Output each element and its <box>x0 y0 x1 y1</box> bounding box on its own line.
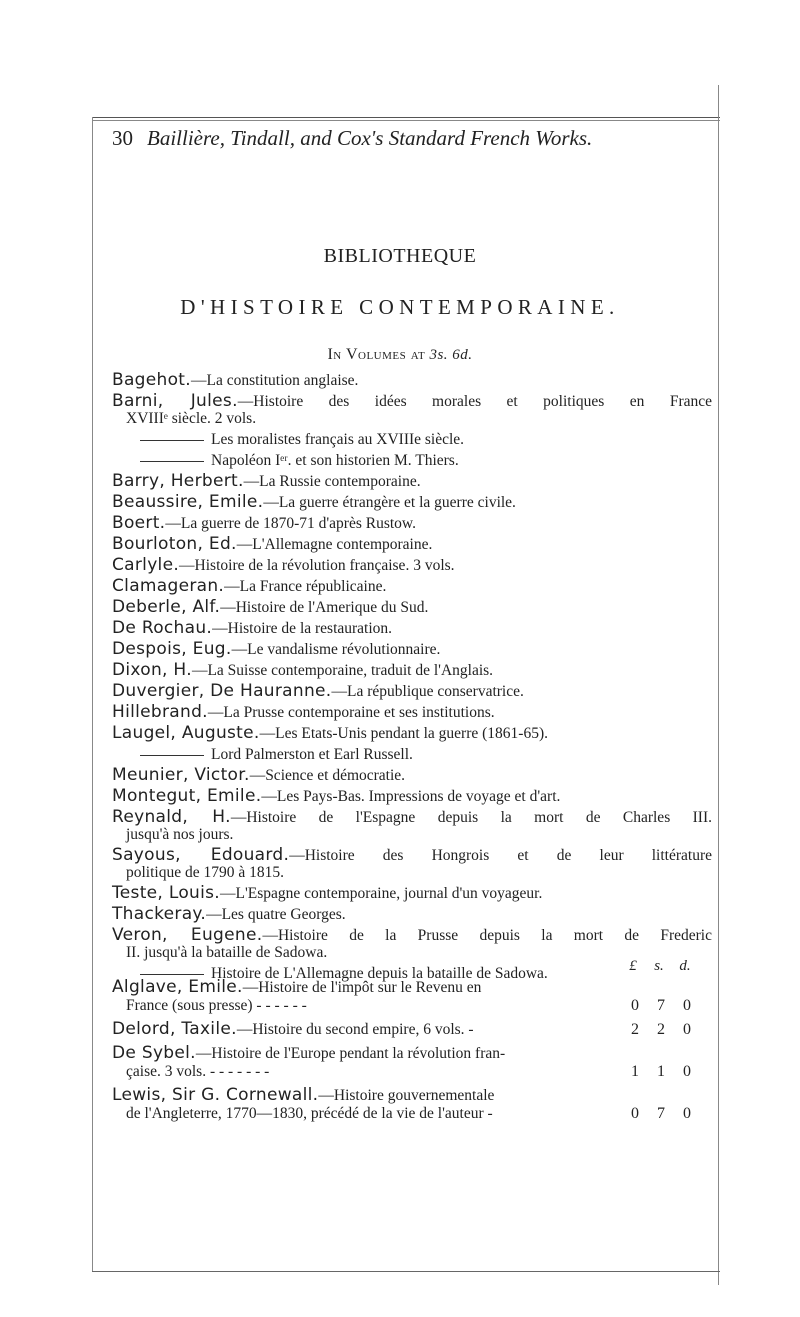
entry-title: —Science et démocratie. <box>249 767 406 784</box>
priced-entry <box>112 978 712 1015</box>
shillings-header: s. <box>654 958 664 974</box>
price-pounds: 0 <box>631 997 639 1014</box>
entry-author: Duvergier, De Hauranne. <box>112 681 332 701</box>
price-columns <box>622 1021 706 1039</box>
price-pence: 0 <box>683 1063 691 1080</box>
currency-header <box>620 958 698 975</box>
subtitle-price: 3s. 6d. <box>429 347 473 363</box>
entry-author: Dixon, H. <box>112 660 192 680</box>
catalogue-entry <box>112 557 712 574</box>
entry-title: Histoire de L'Allemagne depuis la bataille de Sadowa. <box>211 965 548 982</box>
entry-author: Hillebrand. <box>112 702 208 722</box>
entry-title: Napoléon Iᵉʳ. et son historien M. Thiers. <box>211 452 459 469</box>
entry-title: —Les Etats-Unis pendant la guerre (1861-65). <box>259 725 548 742</box>
entry-title: —La France républicaine. <box>224 578 387 595</box>
catalogue-entry <box>112 452 712 469</box>
price-shillings: 7 <box>657 997 665 1014</box>
entry-title: Lord Palmerston et Earl Russell. <box>211 746 413 763</box>
price-columns <box>622 1105 706 1123</box>
entry-author: Reynald, H. <box>112 807 231 827</box>
entry-author: Thackeray. <box>112 904 207 924</box>
price-columns <box>622 997 706 1015</box>
entry-author: De Sybel. <box>112 1043 196 1063</box>
catalogue-entry <box>112 788 712 805</box>
entry-author: Deberle, Alf. <box>112 597 221 617</box>
entry-title: —Histoire de l'Espagne depuis la mort de Charles III. <box>230 809 712 826</box>
entry-continuation: XVIIIᵉ siècle. 2 vols. <box>126 410 257 427</box>
catalogue-entry <box>112 746 712 763</box>
price-pence: 0 <box>683 997 691 1014</box>
price-pence: 0 <box>683 1021 691 1038</box>
catalogue-entry <box>112 927 712 961</box>
entry-author: Carlyle. <box>112 555 180 575</box>
ditto-dash <box>140 461 204 462</box>
entry-author: Teste, Louis. <box>112 883 220 903</box>
catalogue-entry <box>112 620 712 637</box>
subtitle-prefix: In Volumes at <box>327 346 426 363</box>
entry-title: —Histoire de l'Europe pendant la révolution fran- <box>195 1045 506 1062</box>
entry-author: Bourloton, Ed. <box>112 534 237 554</box>
series-subtitle <box>0 346 800 364</box>
catalogue-entry <box>112 704 712 721</box>
catalogue-entry <box>112 431 712 448</box>
page-border-top <box>92 117 720 118</box>
series-title-line2: D'HISTOIRE CONTEMPORAINE. <box>180 295 620 319</box>
entry-author: Veron, Eugene. <box>112 925 263 945</box>
entry-title: —La guerre étrangère et la guerre civile. <box>263 494 516 511</box>
catalogue-entry <box>112 847 712 881</box>
catalogue-entry <box>112 494 712 511</box>
entry-author: Lewis, Sir G. Cornewall. <box>112 1085 319 1105</box>
entry-title: —Le vandalisme révolutionnaire. <box>231 641 441 658</box>
entry-title: —L'Allemagne contemporaine. <box>236 536 433 553</box>
entry-continuation: France (sous presse) - - - - - - <box>126 997 307 1014</box>
price-shillings: 7 <box>657 1105 665 1122</box>
entry-title: —La Russie contemporaine. <box>243 473 421 490</box>
price-pounds: 1 <box>631 1063 639 1080</box>
entry-title: —La république conservatrice. <box>331 683 524 700</box>
price-columns <box>622 1063 706 1081</box>
entry-author: Meunier, Victor. <box>112 765 250 785</box>
entry-title: —Histoire de la restauration. <box>212 620 393 637</box>
catalogue-list <box>112 372 712 986</box>
catalogue-entry <box>112 393 712 427</box>
entry-author: Clamageran. <box>112 576 225 596</box>
price-pence: 0 <box>683 1105 691 1122</box>
price-shillings: 1 <box>657 1063 665 1080</box>
priced-entry <box>112 1086 712 1123</box>
entry-author: Montegut, Emile. <box>112 786 262 806</box>
ditto-dash <box>140 974 204 975</box>
catalogue-entry <box>112 809 712 843</box>
entry-title: —La Suisse contemporaine, traduit de l'Anglais. <box>191 662 494 679</box>
entry-title: —Les quatre Georges. <box>206 906 346 923</box>
catalogue-entry <box>112 767 712 784</box>
catalogue-entry <box>112 372 712 389</box>
running-head <box>112 126 712 151</box>
page-border-top-inner <box>92 120 720 121</box>
entry-author: Alglave, Emile. <box>112 977 243 997</box>
catalogue-entry <box>112 885 712 902</box>
priced-entry <box>112 1020 712 1039</box>
entry-author: Bagehot. <box>112 370 191 390</box>
entry-title: —Histoire de l'impôt sur le Revenu en <box>242 979 482 996</box>
price-shillings: 2 <box>657 1021 665 1038</box>
catalogue-entry <box>112 578 712 595</box>
entry-title: —Histoire des Hongrois et de leur littérature <box>289 847 712 864</box>
entry-title: —Histoire des idées morales et politiques en France <box>237 393 712 410</box>
entry-author: Laugel, Auguste. <box>112 723 260 743</box>
page-border-bottom <box>92 1271 720 1272</box>
ditto-dash <box>140 755 204 756</box>
catalogue-entry <box>112 536 712 553</box>
entry-title: Les moralistes français au XVIIIe siècle. <box>211 431 465 448</box>
entry-author: Sayous, Edouard. <box>112 845 290 865</box>
entry-title: —Histoire de l'Amerique du Sud. <box>220 599 429 616</box>
catalogue-entry <box>112 725 712 742</box>
entry-title: —Les Pays-Bas. Impressions de voyage et d'art. <box>261 788 561 805</box>
entry-title: —Histoire gouvernementale <box>318 1087 495 1104</box>
catalogue-entry <box>112 473 712 490</box>
pence-header: d. <box>679 958 691 974</box>
entry-continuation: de l'Angleterre, 1770—1830, précédé de la vie de l'auteur - <box>126 1105 493 1122</box>
priced-entry <box>112 1044 712 1081</box>
page-number: 30 <box>112 126 133 150</box>
entry-title: —Histoire de la révolution française. 3 vols. <box>179 557 455 574</box>
catalogue-entry <box>112 599 712 616</box>
entry-title: —La Prusse contemporaine et ses institutions. <box>207 704 495 721</box>
entry-author: De Rochau. <box>112 618 213 638</box>
ditto-dash <box>140 440 204 441</box>
entry-title: —Histoire du second empire, 6 vols. - <box>236 1021 474 1038</box>
price-pounds: 0 <box>631 1105 639 1122</box>
entry-author: Despois, Eug. <box>112 639 232 659</box>
entry-title: —La guerre de 1870-71 d'après Rustow. <box>165 515 416 532</box>
catalogue-entry <box>112 641 712 658</box>
catalogue-entry <box>112 662 712 679</box>
priced-list <box>112 978 712 1128</box>
page-border-left <box>92 117 93 1272</box>
entry-author: Barry, Herbert. <box>112 471 244 491</box>
entry-continuation: jusqu'à nos jours. <box>126 826 234 843</box>
entry-continuation: II. jusqu'à la bataille de Sadowa. <box>126 944 328 961</box>
price-pounds: 2 <box>631 1021 639 1038</box>
entry-author: Barni, Jules. <box>112 391 238 411</box>
catalogue-entry <box>112 515 712 532</box>
entry-author: Beaussire, Emile. <box>112 492 264 512</box>
entry-title: —Histoire de la Prusse depuis la mort de Frederic <box>262 927 712 944</box>
entry-author: Boert. <box>112 513 166 533</box>
entry-author: Delord, Taxile. <box>112 1019 237 1039</box>
pounds-header: £ <box>629 958 637 974</box>
catalogue-entry <box>112 906 712 923</box>
entry-continuation: çaise. 3 vols. - - - - - - - <box>126 1063 270 1080</box>
entry-title: —La constitution anglaise. <box>190 372 359 389</box>
entry-title: —L'Espagne contemporaine, journal d'un voyageur. <box>219 885 543 902</box>
entry-continuation: politique de 1790 à 1815. <box>126 864 284 881</box>
running-title: Baillière, Tindall, and Cox's Standard French Works. <box>147 126 593 150</box>
catalogue-entry <box>112 683 712 700</box>
series-title-line1: BIBLIOTHEQUE <box>323 245 477 267</box>
